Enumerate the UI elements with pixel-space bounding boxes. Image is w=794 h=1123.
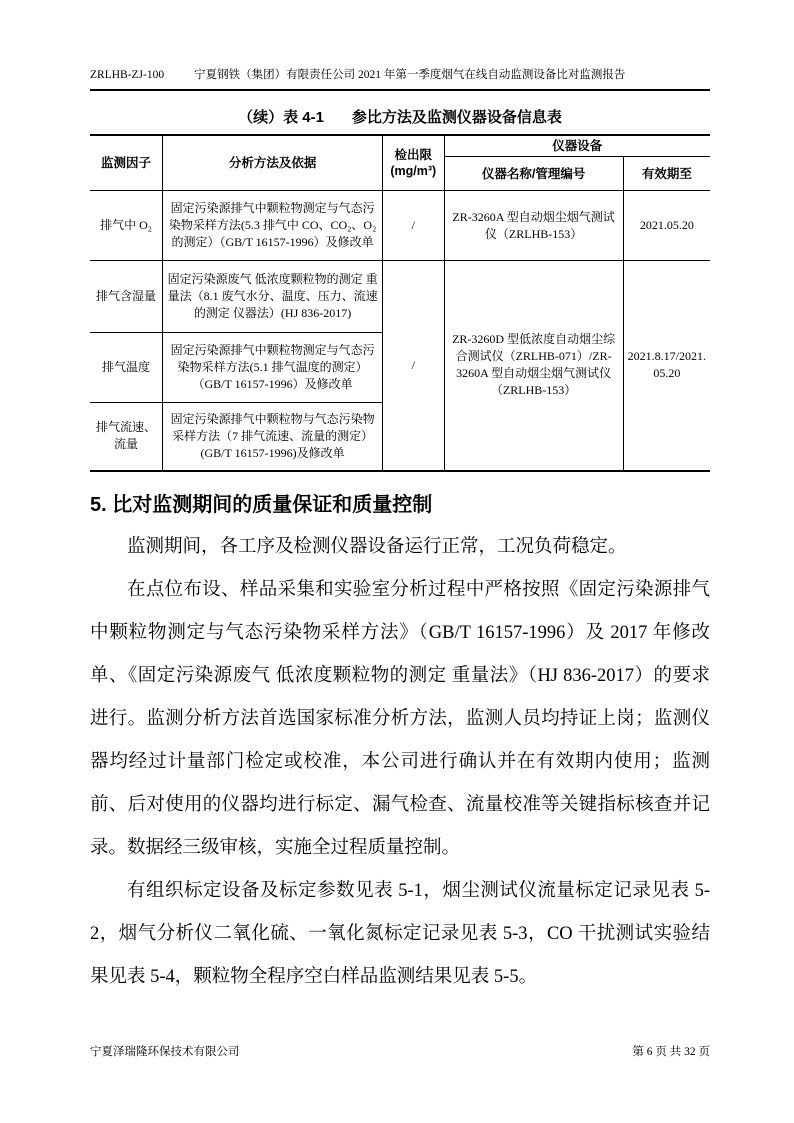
method-o2: 固定污染源排气中颗粒物测定与气态污染物采样方法(5.3 排气中 CO、CO₂、O₂ 的测定）（GB/T 16157-1996）及修改单 bbox=[163, 191, 383, 261]
col-header-method: 分析方法及依据 bbox=[163, 135, 383, 191]
detection-limit-label: 检出限 bbox=[394, 148, 433, 162]
paragraph: 有组织标定设备及标定参数见表 5-1，烟尘测试仪流量标定记录见表 5-2，烟气分析仪二氧化硫、一氧化氮标定记录见表 5-3，CO 干扰测试实验结果见表 5-4，颗粒物全程序空白样品监测结果见表 5-5。 bbox=[90, 880, 710, 987]
table-caption-number: （续）表 4-1 bbox=[238, 109, 324, 126]
col-header-equipment: 仪器设备 bbox=[444, 135, 710, 157]
doc-code: ZRLHB-ZJ-100 bbox=[90, 69, 165, 81]
page-footer bbox=[90, 1043, 710, 1059]
method-instrument-table bbox=[90, 134, 710, 472]
section-body bbox=[90, 526, 710, 999]
footer-company: 宁夏泽瑞隆环保技术有限公司 bbox=[90, 1046, 240, 1058]
table-row-humidity bbox=[90, 261, 710, 333]
method-temperature: 固定污染源排气中颗粒物测定与气态污染物采样方法(5.1 排气温度的测定）（GB/T 16157-1996）及修改单 bbox=[163, 333, 383, 403]
method-flow: 固定污染源排气中颗粒物与气态污染物采样方法（7 排气流速、流量的测定）(GB/T 16157-1996)及修改单 bbox=[163, 403, 383, 471]
paragraph: 监测期间，各工序及检测仪器设备运行正常，工况负荷稳定。 bbox=[127, 536, 627, 557]
table-caption-title: 参比方法及监测仪器设备信息表 bbox=[351, 109, 562, 126]
valid-o2: 2021.05.20 bbox=[623, 191, 710, 261]
limit-o2: / bbox=[383, 191, 444, 261]
factor-temperature: 排气温度 bbox=[90, 333, 163, 403]
table-row-o2 bbox=[90, 191, 710, 261]
instrument-o2: ZR-3260A 型自动烟尘烟气测试仪（ZRLHB-153） bbox=[444, 191, 623, 261]
col-header-detection-limit bbox=[383, 135, 444, 191]
method-humidity: 固定污染源废气 低浓度颗粒物的测定 重量法（8.1 废气水分、温度、压力、流速的测定 仪器法）(HJ 836-2017) bbox=[163, 261, 383, 333]
detection-limit-unit: (mg/m³) bbox=[390, 164, 437, 178]
factor-humidity: 排气含湿量 bbox=[90, 261, 163, 333]
instrument-merged: ZR-3260D 型低浓度自动烟尘综合测试仪（ZRLHB-071）/ZR-3260A 型自动烟尘烟气测试仪（ZRLHB-153） bbox=[444, 261, 623, 471]
col-header-instrument: 仪器名称/管理编号 bbox=[444, 157, 623, 191]
doc-title: 宁夏钢铁（集团）有限责任公司 2021 年第一季度烟气在线自动监测设备比对监测报告 bbox=[194, 69, 626, 81]
page-header bbox=[90, 66, 710, 91]
limit-merged: / bbox=[383, 261, 444, 471]
col-header-valid-until: 有效期至 bbox=[623, 157, 710, 191]
section-heading: 5. 比对监测期间的质量保证和质量控制 bbox=[90, 493, 433, 516]
footer-page-number: 第 6 页 共 32 页 bbox=[632, 1046, 710, 1058]
paragraph: 在点位布设、样品采集和实验室分析过程中严格按照《固定污染源排气中颗粒物测定与气态污染物采样方法》（GB/T 16157-1996）及 2017 年修改单、《固定污染源废气 低浓度颗粒物的测定 重量法》（HJ 836-2017）的要求进行。监测分析方法首选国家标准分析方法，监测人员均持证上岗；监测仪器均经过计量部门检定或校准，本公司进行确认并在有效期内使用；监测前、后对使用的仪器均进行标定、漏气检查、流量校准等关键指标核查并记录。数据经三级审核，实施全过程质量控制。 bbox=[90, 579, 710, 858]
factor-flow: 排气流速、流量 bbox=[90, 403, 163, 471]
table-caption bbox=[90, 106, 710, 127]
valid-merged: 2021.8.17/2021.05.20 bbox=[623, 261, 710, 471]
col-header-factor: 监测因子 bbox=[90, 135, 163, 191]
factor-o2: 排气中 O₂ bbox=[90, 191, 163, 261]
